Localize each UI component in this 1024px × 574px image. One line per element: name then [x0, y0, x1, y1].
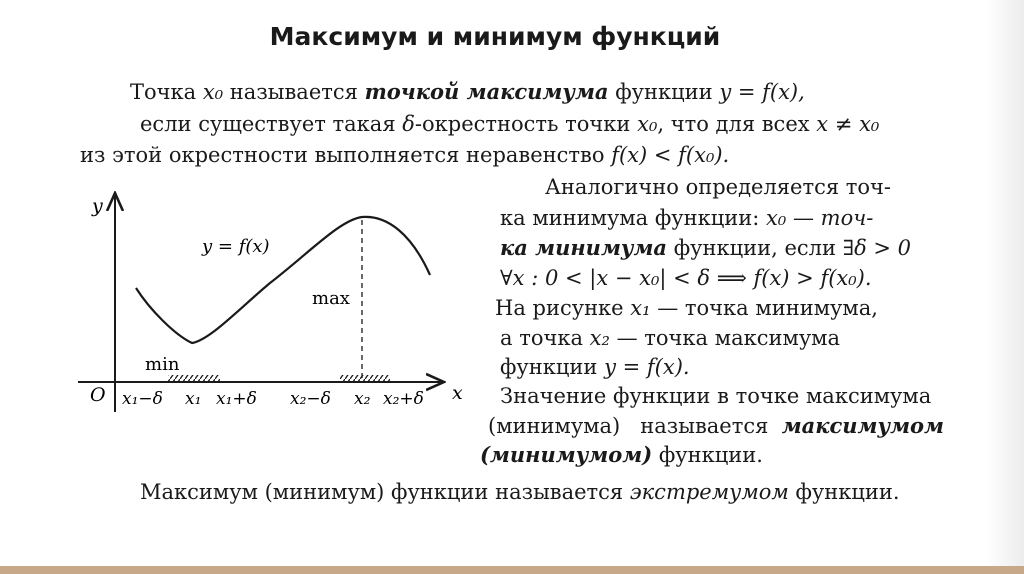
math: ∀x : 0 < |x − x₀| < δ ⟹ f(x) > f(x₀). [500, 266, 872, 290]
conclusion-line [140, 480, 900, 504]
text: — [786, 206, 821, 230]
term-minimum-point: ка минимума [500, 235, 668, 260]
tick-label: x₁+δ [216, 389, 257, 409]
term-extremum: экстремумом [629, 480, 789, 504]
math: y = f(x). [604, 355, 690, 379]
origin-label: O [90, 384, 106, 406]
tick-label: x₁−δ [122, 389, 163, 409]
tick-label: x₁ [185, 389, 202, 409]
math: x₂ [589, 326, 610, 350]
y-axis-label: y [92, 195, 103, 217]
analog-line-10 [480, 443, 763, 467]
math: ∃δ > 0 [842, 236, 912, 260]
analog-line-4 [500, 266, 872, 290]
text: функции [608, 80, 720, 104]
math: y = f(x), [719, 80, 805, 104]
text: (минимума) называется [488, 414, 782, 438]
text: Точка [130, 80, 203, 104]
curve-label: y = f(x) [202, 236, 270, 257]
right-edge-shadow [986, 0, 1024, 574]
analog-line-6 [500, 326, 840, 350]
math: f(x) < f(x₀). [611, 143, 730, 167]
text: функции. [788, 480, 900, 504]
text: функции, если [667, 236, 843, 260]
tick-label: x₂ [354, 389, 371, 409]
analog-line-2 [500, 206, 873, 230]
analog-line-3 [500, 236, 911, 260]
text: На рисунке [495, 296, 631, 320]
text: ка минимума функции: [500, 206, 767, 230]
text: если существует такая [140, 112, 403, 136]
text: — точка минимума, [650, 296, 878, 320]
term-minimum-point: точ- [820, 206, 874, 230]
text: -окрестность точки [414, 112, 638, 136]
bottom-decorative-band [0, 566, 1024, 574]
definition-line-3 [80, 143, 729, 167]
term-maximum: максимумом [781, 413, 945, 438]
analog-line-9 [488, 414, 944, 438]
term-maximum-point: точкой максимума [364, 79, 609, 104]
text: , что для всех [657, 112, 817, 136]
analog-line-1 [545, 175, 891, 199]
math: x₀ [202, 80, 224, 104]
min-label: min [145, 354, 180, 375]
analog-line-8 [500, 384, 931, 408]
text: из этой окрестности выполняется неравенство [80, 143, 612, 167]
max-neighborhood-hatch [340, 375, 390, 382]
tick-label: x₂+δ [383, 389, 424, 409]
analog-line-5 [495, 296, 878, 320]
term-minimum: (минимумом) [480, 442, 653, 467]
page-title: Максимум и минимум функций [269, 22, 721, 51]
min-neighborhood-hatch [168, 375, 220, 382]
text: функции. [652, 443, 763, 467]
math: x ≠ x₀ [816, 112, 880, 136]
math: x₀ [766, 206, 787, 230]
text: Максимум (минимум) функции называется [140, 480, 630, 504]
x-axis-label: x [452, 382, 463, 404]
text: Значение функции в точке максимума [500, 384, 932, 408]
math: x₁ [630, 296, 651, 320]
tick-label: x₂−δ [290, 389, 331, 409]
function-curve [136, 217, 430, 343]
text: функции [500, 355, 605, 379]
analog-line-7 [500, 355, 690, 379]
text: а точка [500, 326, 590, 350]
definition-line-1 [130, 80, 805, 104]
text: Аналогично определяется точ- [545, 175, 892, 199]
text: — точка максимума [609, 326, 841, 350]
function-graph [70, 190, 490, 420]
max-label: max [312, 288, 350, 309]
text: называется [223, 80, 365, 104]
definition-line-2 [140, 112, 879, 136]
math: x₀ [637, 112, 658, 136]
math: δ [402, 112, 415, 136]
